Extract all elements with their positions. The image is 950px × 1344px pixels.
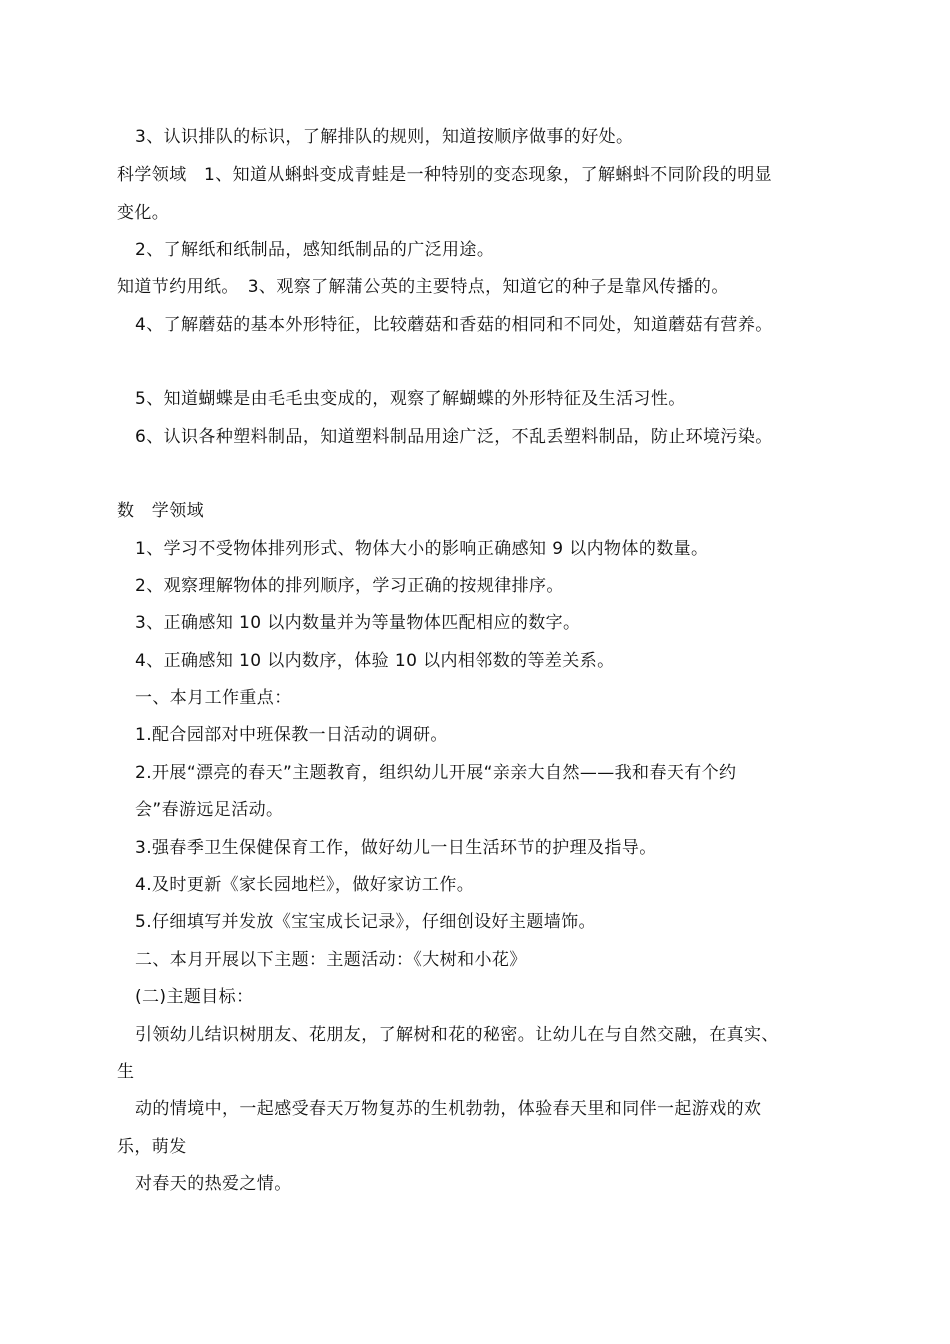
line-science-goal-5: 5、知道蝴蝶是由毛毛虫变成的，观察了解蝴蝶的外形特征及生活习性。 [135, 389, 686, 409]
line-theme-heading: 二、本月开展以下主题：主题活动：《大树和小花》 [135, 950, 527, 970]
line-science-goal-2: 2、了解纸和纸制品，感知纸制品的广泛用途。 [135, 240, 495, 260]
line-math-goal-1: 1、学习不受物体排列形式、物体大小的影响正确感知 9 以内物体的数量。 [135, 539, 709, 559]
line-work-focus-heading: 一、本月工作重点： [135, 688, 292, 708]
line-science-goal-3: 知道节约用纸。 3、观察了解蒲公英的主要特点，知道它的种子是靠风传播的。 [117, 277, 729, 297]
line-social-goal-3: 3、认识排队的标识，了解排队的规则，知道按顺序做事的好处。 [135, 127, 634, 147]
line-math-goal-4: 4、正确感知 10 以内数序，体验 10 以内相邻数的等差关系。 [135, 651, 615, 671]
line-theme-goal-text-2: 生 [117, 1062, 135, 1082]
line-science-goal-4: 4、了解蘑菇的基本外形特征，比较蘑菇和香菇的相同和不同处，知道蘑菇有营养。 [135, 315, 773, 335]
line-work-focus-3: 3.强春季卫生保健保育工作，做好幼儿一日生活环节的护理及指导。 [135, 838, 657, 858]
line-theme-goal-text-3: 动的情境中，一起感受春天万物复苏的生机勃勃，体验春天里和同伴一起游戏的欢 [135, 1099, 762, 1119]
line-work-focus-2-cont: 会”春游远足活动。 [135, 800, 284, 820]
line-theme-goal-text-1: 引领幼儿结识树朋友、花朋友，了解树和花的秘密。让幼儿在与自然交融，在真实、 [135, 1025, 779, 1045]
line-science-goal-6: 6、认识各种塑料制品，知道塑料制品用途广泛，不乱丢塑料制品，防止环境污染。 [135, 427, 773, 447]
line-math-heading: 数 学领域 [117, 501, 204, 521]
line-work-focus-1: 1.配合园部对中班保教一日活动的调研。 [135, 725, 448, 745]
line-science-heading-goal-1: 科学领域 1、知道从蝌蚪变成青蛙是一种特别的变态现象，了解蝌蚪不同阶段的明显 [117, 165, 773, 185]
line-work-focus-5: 5.仔细填写并发放《宝宝成长记录》，仔细创设好主题墙饰。 [135, 912, 596, 932]
line-work-focus-4: 4.及时更新《家长园地栏》，做好家访工作。 [135, 875, 475, 895]
line-theme-goal-text-5: 对春天的热爱之情。 [135, 1174, 292, 1194]
line-math-goal-2: 2、观察理解物体的排列顺序，学习正确的按规律排序。 [135, 576, 564, 596]
line-work-focus-2: 2.开展“漂亮的春天”主题教育，组织幼儿开展“亲亲大自然——我和春天有个约 [135, 763, 737, 783]
line-science-goal-1-cont: 变化。 [117, 203, 170, 223]
line-theme-goal-heading: (二)主题目标： [135, 987, 254, 1007]
line-math-goal-3: 3、正确感知 10 以内数量并为等量物体匹配相应的数字。 [135, 613, 581, 633]
line-theme-goal-text-4: 乐，萌发 [117, 1137, 187, 1157]
